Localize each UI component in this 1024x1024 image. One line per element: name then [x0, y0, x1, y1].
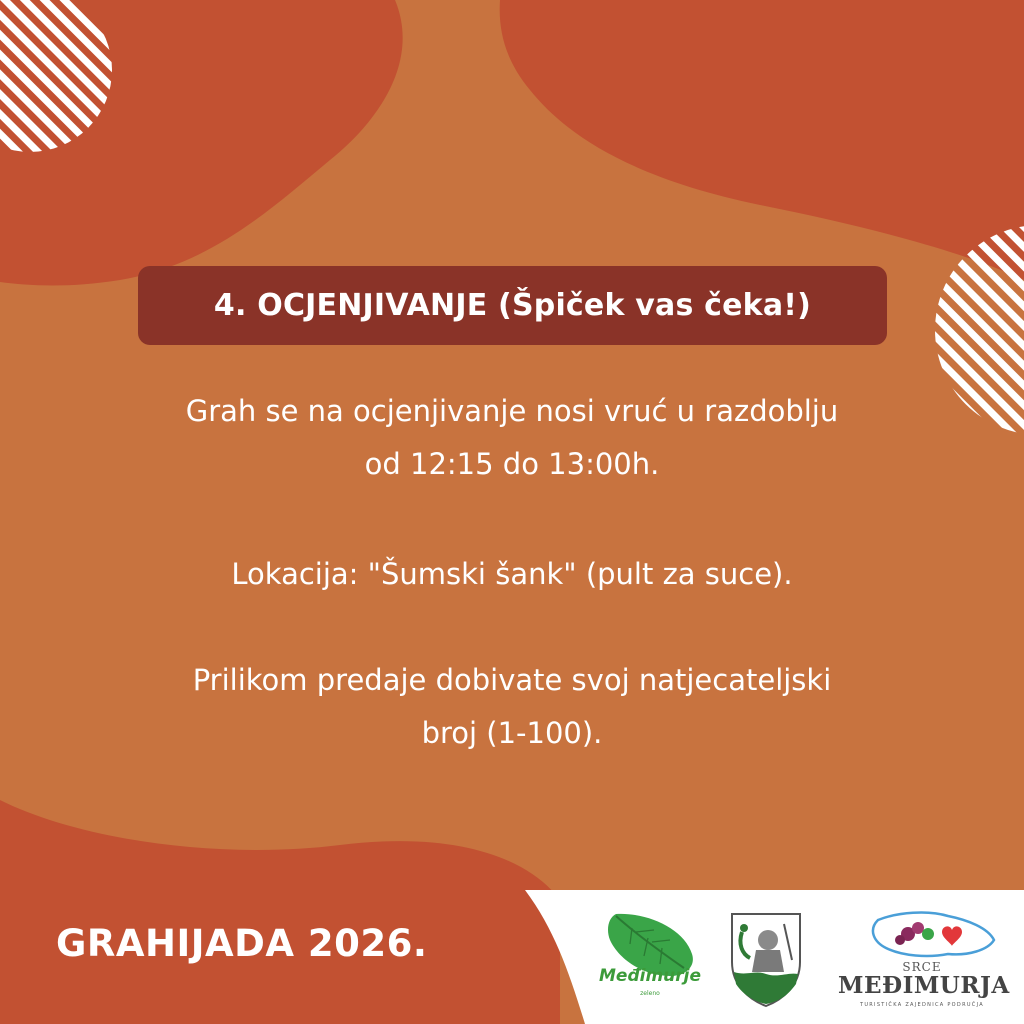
paragraph-number [60, 654, 964, 760]
srce-logo-sub: TURISTIČKA ZAJEDNICA PODRUČJA [859, 1002, 985, 1008]
blob-top-right [500, 0, 1024, 280]
medimurje-logo [596, 910, 704, 1015]
srce-medimurja-logo [838, 906, 1010, 1016]
paragraph-delivery-time [60, 385, 964, 491]
footer-title: GRAHIJADA 2026. [56, 922, 428, 965]
medimurje-logo-tagline: zeleno [640, 990, 660, 997]
srce-logo-main: MEĐIMURJA [838, 972, 1010, 999]
region-map-heart-icon [838, 906, 1006, 962]
paragraph-location [60, 548, 964, 601]
municipal-crest-icon [726, 910, 806, 1010]
blob-bottom-left [0, 800, 560, 1024]
heading-title: 4. OCJENJIVANJE (Špiček vas čeka!) [213, 288, 812, 323]
srce-logo-top: SRCE [902, 960, 942, 974]
crest-logo [726, 910, 806, 1010]
body-line: Lokacija: "Šumski šank" (pult za suce). [231, 557, 793, 591]
body-line: od 12:15 do 13:00h. [364, 447, 660, 481]
body-line: broj (1-100). [421, 716, 603, 750]
heading-box [138, 266, 887, 345]
medimurje-logo-word: Međimurje [599, 966, 701, 986]
body-line: Grah se na ocjenjivanje nosi vruć u razdoblju [185, 394, 839, 428]
body-line: Prilikom predaje dobivate svoj natjecateljski [192, 663, 832, 697]
